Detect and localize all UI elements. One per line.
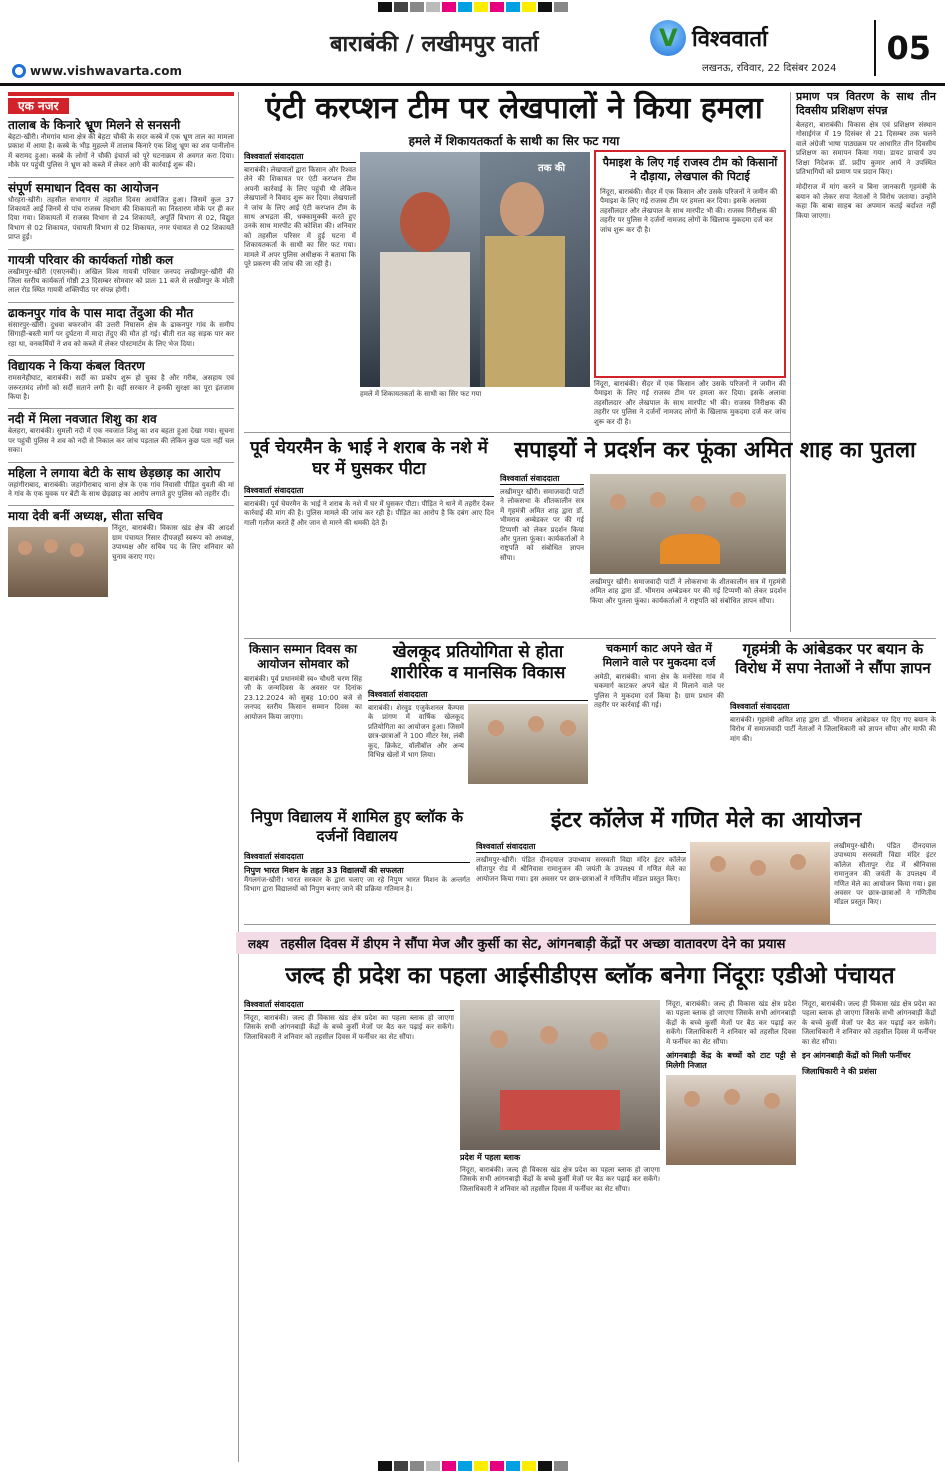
left-item-head: माया देवी बनीं अध्यक्ष, सीता सचिव [8, 509, 163, 524]
left-item [8, 505, 234, 562]
lead-headline: एंटी करप्शन टीम पर लेखपालों ने किया हमला [265, 91, 763, 126]
bottom-photo-caption: प्रदेश में पहला ब्लाक [460, 1153, 521, 1162]
bottom-body: निंदूरा, बाराबंकी। जल्द ही विकास खंड क्षेत्र प्रदेश का पहला ब्लाक हो जाएगा जिसके सभी आंगनबाड़ी केंद्रों के बच्चे कुर्सी मेजों पर बैठ कर पढ़ाई कर सकेंगे। जिलाधिकारी ने शनिवार को तहसील दिवस में फर्नीचर का सेट सौंपा। [244, 1014, 454, 1041]
ganit-body: लखीमपुर-खीरी। पंडित दीनदयाल उपाध्याय सरस्वती विद्या मंदिर इंटर कॉलेज सीतापुर रोड में श्रीनिवास रामानुजन की जयंती के उपलक्ष्य में गणित मेले का आयोजन किया गया। इस अवसर पर छात्र-छात्राओं ने गणितीय मॉडल प्रस्तुत किए। [476, 856, 686, 883]
side-story-body: निंदूरा, बाराबंकी। सैदर में एक किसान और उसके परिजनों ने जमीन की पैमाइश के लिए गई राजस्व टीम पर हमला कर दिया। इसके अलावा तहसीलदार और लेखपाल के साथ मारपीट भी की। राजस्व निरीक्षक की तहरीर पर पुलिस ने दर्जनों नामजद लोगों के खिलाफ मुकदमा दर्ज कर जांच शुरू कर दी है। [600, 188, 778, 234]
left-item [8, 408, 234, 455]
nipun-col [244, 852, 470, 924]
left-item-body: बेलहरा, बाराबंकी। सुमली नदी में एक नवजात शिशु का शव बहता हुआ देखा गया। सूचना पर पहुंची पुलिस ने शव को नदी से निकाल कर जांच पड़ताल की लेकिन कुछ पता नहीं चल सका। [8, 427, 234, 455]
bottom-subhead: आंगनबाड़ी केंद्र के बच्चों को टाट पट्टी से मिलेगी निजात [666, 1051, 796, 1071]
registration-marks-bottom [0, 1459, 945, 1473]
left-item-body: संसारपुर-खीरी। दुधवा बफरजोन की उत्तरी निघासन क्षेत्र के ढाकनपुर गांव के समीप सिंगाही-बस्ती मार्ग पर दुर्घटना में मादा तेंदुए की मौत हो गई। बीती रात वह सड़क पार कर रहा था, वनकर्मियों ने शव को कब्जे में लेकर पोस्टमार्टम के लिए भेज दिया। [8, 320, 234, 348]
left-item-head: संपूर्ण समाधान दिवस का आयोजन [8, 180, 159, 195]
left-item-head: नदी में मिला नवजात शिशु का शव [8, 412, 157, 427]
left-column [8, 98, 234, 1463]
logo-globe-icon [650, 20, 686, 56]
chakmarg-body: अमेठी, बाराबंकी। थाना क्षेत्र के मनोरेसा गांव में चकमार्ग काटकर अपने खेत में मिलाने वाले पर पुलिस ने मुकदमा दर्ज किया है। ग्राम प्रधान की तहरीर पर कार्रवाई की गई। [594, 673, 724, 710]
left-item-body: धौरहरा-खीरी। तहसील सभागार में तहसील दिवस आयोजित हुआ। जिसमें कुल 37 शिकायतें आईं जिनमें से पांच राजस्व विभाग की शिकायतों का निस्तारण मौके पर ही कर दिया गया। शिकायतों में राजस्व विभाग से 24 शिकायतें, अपूर्ति विभाग से 02, विद्युत विभाग से 02 शिकायत, पंचायती विभाग से 02 शिकायत, नगर पंचायत से 02 शिकायतें प्राप्त हुईं। [8, 195, 234, 242]
left-item [8, 462, 234, 500]
section-title: बाराबंकी / लखीमपुर वार्ता [330, 32, 539, 57]
side-story-box [594, 150, 786, 378]
row-divider [244, 924, 936, 925]
browser-icon [12, 64, 26, 78]
left-item [8, 118, 234, 171]
lead-body: बाराबंकी। लेखपालों द्वारा किसान और रिश्वत लेने की शिकायत पर एंटी करप्शन टीम अपनी कार्रवाई के लिए पहुंची थी लेकिन लेखपालों ने विवाद शुरू कर दिया। लेखपालों ने जांच के लिए आई एंटी करप्शन टीम के साथ अभद्रता की, धक्कामुक्की करते हुए उनके साथ मारपीट की कोशिश की। शनिवार को तहसील परिसर में हुई घटना में शिकायतकर्ता के साथी का सिर फट गया। मामले में अपर पुलिस अधीक्षक ने बताया कि पूरे प्रकरण की जांच की जा रही है। [244, 166, 356, 269]
left-item [8, 249, 234, 296]
left-item-body: लखीमपुर-खीरी (एसएनबी)। अखिल विश्व गायत्री परिवार जनपद लखीमपुर-खीरी की जिला स्तरीय कार्यकर्ता गोष्ठी 23 दिसम्बर सोमवार को प्रातः 11 बजे से लखीमपुर के मोती लाल रोड स्थित गायत्री शक्तिपीठ पर संपन्न होगी। [8, 267, 234, 295]
grihmantri-headline: गृहमंत्री के आंबेडकर पर बयान के विरोध में सपा नेताओं ने सौंपा ज्ञापन [735, 640, 931, 677]
side-story-headline: पैमाइश के लिए गई राजस्व टीम को किसानों ने दौड़ाया, लेखपाल की पिटाई [602, 156, 778, 183]
far-right-headline: प्रमाण पत्र वितरण के साथ तीन दिवसीय प्रशिक्षण संपन्न [796, 90, 936, 117]
bottom-body-cont-2: निंदूरा, बाराबंकी। जल्द ही विकास खंड क्षेत्र प्रदेश का पहला ब्लाक हो जाएगा जिसके सभी आंगनबाड़ी केंद्रों के बच्चे कुर्सी मेजों पर बैठ कर पढ़ाई कर सकेंगे। जिलाधिकारी ने शनिवार को तहसील दिवस में फर्नीचर का सेट सौंपा। [666, 1000, 796, 1046]
ganit-byline: विश्ववार्ता संवाददाता [476, 842, 686, 853]
left-item-body: निंदूरा, बाराबंकी। विकास खंड क्षेत्र की आदर्श ग्राम पंचायत रिसार दीपजहाँ स्वरूप को अध्यक्ष, उपाध्यक्ष और सचिव पद के लिए शनिवार को चुनाव कराए गए। [112, 524, 234, 561]
lead-subheadline: हमले में शिकायतकर्ता के साथी का सिर फट गया [408, 134, 620, 148]
sapa-byline: विश्ववार्ता संवाददाता [500, 474, 584, 485]
sapa-body-cont: लखीमपुर खीरी। समाजवादी पार्टी ने लोकसभा के शीतकालीन सत्र में गृहमंत्री अमित शाह द्वारा डॉ. भीमराव अम्बेडकर पर की गई टिप्पणी को लेकर प्रदर्शन किया और पुतला फूंका। कार्यकर्ताओं ने राष्ट्रपति को संबोधित ज्ञापन सौंपा। [590, 578, 786, 605]
left-item-head: विद्यायक ने किया कंबल वितरण [8, 359, 145, 374]
kisan-body: बाराबंकी। पूर्व प्रधानमंत्री स्व० चौधरी चरण सिंह जी के जन्मदिवस के अवसर पर दिनांक 23.12.2024 को सुबह 10:00 बजे से जनपद स्तरीय किसान सम्मान दिवस का आयोजन किया जाएगा। [244, 675, 362, 721]
highlight-text: तहसील दिवस में डीएम ने सौंपा मेज और कुर्सी का सेट, आंगनबाड़ी केंद्रों पर अच्छा वातावरण देने का प्रयास [280, 937, 786, 952]
chairman-body-col [244, 486, 494, 636]
left-item [8, 302, 234, 349]
site-url[interactable] [12, 64, 182, 78]
sapa-body-col [500, 474, 584, 634]
site-url-text: www.vishwavarta.com [30, 64, 182, 78]
far-right-column [796, 90, 936, 635]
chairman-body: बाराबंकी। पूर्व चेयरमैन के भाई ने शराब के नशे में घर में घुसकर पीटा। पीड़ित ने थाने में तहरीर देकर कार्रवाई की मांग की है। पुलिस मामले की जांच कर रही है। पीड़ित का आरोप है कि दबंग आए दिन गाली गलौज करते हैं और जान से मारने की धमकी देते हैं। [244, 500, 494, 527]
lead-byline: विश्ववार्ता संवाददाता [244, 152, 356, 163]
ganit-photo [690, 842, 830, 924]
bottom-col-1 [244, 1000, 454, 1460]
ganit-body-cont: लखीमपुर-खीरी। पंडित दीनदयाल उपाध्याय सरस्वती विद्या मंदिर इंटर कॉलेज सीतापुर रोड में श्रीनिवास रामानुजन की जयंती के उपलक्ष्य में गणित मेले का आयोजन किया गया। इस अवसर पर छात्र-छात्राओं ने गणितीय मॉडल प्रस्तुत किए। [834, 842, 936, 907]
logo-name: विश्ववार्ता [692, 27, 768, 52]
left-item-head: महिला ने लगाया बेटी के साथ छेड़छाड़ का आरोप [8, 465, 221, 480]
chairman-byline: विश्ववार्ता संवाददाता [244, 486, 494, 497]
bottom-photo-2 [666, 1075, 796, 1165]
ek-najar-label: एक नजर [8, 98, 69, 114]
nipun-headline: निपुण विद्यालय में शामिल हुए ब्लॉक के दर्जनों विद्यालय [244, 808, 470, 846]
side-story-tail-text: निंदूरा, बाराबंकी। सैदर में एक किसान और उसके परिजनों ने जमीन की पैमाइश के लिए गई राजस्व टीम पर हमला कर दिया। इसके अलावा तहसीलदार और लेखपाल के साथ मारपीट भी की। राजस्व निरीक्षक की तहरीर पर पुलिस ने दर्जनों नामजद लोगों के खिलाफ मुकदमा दर्ज कर जांच शुरू कर दी है। [594, 380, 786, 426]
row-divider [244, 638, 936, 639]
highlight-tag: लक्ष्य [248, 936, 269, 951]
column-divider [238, 92, 239, 1462]
left-item [8, 355, 234, 402]
chakmarg-headline: चकमार्ग काट अपने खेत में मिलाने वाले पर मुकदमा दर्ज [602, 642, 716, 669]
bottom-subhead-3: जिलाधिकारी ने की प्रशंसा [802, 1067, 877, 1077]
bottom-col-3 [666, 1000, 796, 1460]
brand-logo [650, 20, 768, 56]
lead-text-bottom [360, 390, 590, 430]
left-column-rule [8, 92, 234, 96]
chairman-headline: पूर्व चेयरमैन के भाई ने शराब के नशे में घर में घुसकर पीटा [250, 438, 488, 479]
grihmantri-body: बाराबंकी। गृहमंत्री अमित शाह द्वारा डॉ. भीमराव आंबेडकर पर दिए गए बयान के विरोध में समाजवादी पार्टी नेताओं ने जिलाधिकारी को ज्ञापन सौंपा और माफी की मांग की। [730, 716, 936, 743]
grihmantri-byline: विश्ववार्ता संवाददाता [730, 702, 936, 713]
khel-photo [468, 704, 588, 784]
khel-byline: विश्ववार्ता संवाददाता [368, 690, 588, 701]
kisan-headline: किसान सम्मान दिवस का आयोजन सोमवार को [249, 642, 357, 671]
sapa-body: लखीमपुर खीरी। समाजवादी पार्टी ने लोकसभा के शीतकालीन सत्र में गृहमंत्री अमित शाह द्वारा डॉ. भीमराव अम्बेडकर पर की गई टिप्पणी को लेकर प्रदर्शन किया और पुतला फूंका। कार्यकर्ताओं ने राष्ट्रपति को संबोधित ज्ञापन सौंपा। [500, 488, 584, 562]
bottom-photo [460, 1000, 660, 1150]
lead-body-cont: हमले में शिकायतकर्ता के साथी का सिर फट गया [360, 390, 482, 398]
nipun-body: मैंगलगंज-खीरी। भारत सरकार के द्वारा चलाए जा रहे निपुण भारत मिशन के अन्तर्गत विभाग द्वारा विद्यालयों को निपुण बनाए जाने की प्रक्रिया गतिमान है। [244, 876, 470, 894]
bottom-body-cont-3: निंदूरा, बाराबंकी। जल्द ही विकास खंड क्षेत्र प्रदेश का पहला ब्लाक हो जाएगा जिसके सभी आंगनबाड़ी केंद्रों के बच्चे कुर्सी मेजों पर बैठ कर पढ़ाई कर सकेंगे। जिलाधिकारी ने शनिवार को तहसील दिवस में फर्नीचर का सेट सौंपा। [802, 1000, 936, 1046]
ganit-col-2 [834, 842, 936, 924]
sapa-headline: सपाइयों ने प्रदर्शन कर फूंका अमित शाह का पुतला [514, 438, 916, 463]
nipun-subcaption: निपुण भारत मिशन के तहत 33 विद्यालयों की सफलता [244, 866, 404, 875]
page-number: 05 [874, 20, 931, 76]
highlight-bar [236, 932, 936, 954]
far-right-body: बेलहरा, बाराबंकी। विकास क्षेत्र एवं प्रशिक्षण संस्थान गोसाईगंज में 19 दिसंबर से 21 दिसम्बर तक चलने वाले अंग्रेजी भाषा पाठ्यक्रम पर आधारित तीन दिवसीय प्रशिक्षण का समापन किया गया। डायट प्राचार्य उप शिक्षा निदेशक डॉ. प्रदीप कुमार आर्य ने उपस्थित प्रतिभागियों को प्रमाण पत्र प्रदान किए। [796, 121, 936, 177]
left-item-head: तालाब के किनारे भ्रूण मिलने से सनसनी [8, 118, 181, 132]
side-story-tail [594, 380, 786, 426]
khel-body: बाराबंकी। शेरवुड एजुकेशनल कैम्पस के प्रांगण में वार्षिक खेलकूद प्रतियोगिता का आयोजन हुआ। जिसमें छात्र-छात्राओं ने 100 मीटर रेस, लंबी कूद, क्रिकेट, वॉलीबॉल और अन्य विभिन्न खेलों में भाग लिया। [368, 704, 464, 760]
row-divider [244, 432, 790, 433]
bottom-headline: जल्द ही प्रदेश का पहला आईसीडीएस ब्लॉक बनेगा निंदूराः एडीओ पंचायत [285, 963, 895, 989]
left-item-head: गायत्री परिवार की कार्यकर्ता गोष्ठी कल [8, 252, 174, 267]
left-item-body: जहांगीराबाद, बाराबंकी। जहांगीराबाद थाना क्षेत्र के एक गांव निवासी पीड़ित युवती की मां ने गांव के एक युवक पर बेटी के साथ छेड़छाड़ का आरोप लगाते हुए पुलिस को तहरीर दी। [8, 480, 234, 498]
bottom-subhead-2: इन आंगनबाड़ी केंद्रों को मिली फर्नीचर [802, 1051, 911, 1061]
ganit-headline: इंटर कॉलेज में गणित मेले का आयोजन [476, 808, 936, 834]
khel-headline: खेलकूद प्रतियोगिता से होता शारीरिक व मानसिक विकास [390, 642, 566, 683]
left-item-head: ढाकनपुर गांव के पास मादा तेंदुआ की मौत [8, 305, 194, 320]
masthead [0, 14, 945, 86]
nipun-byline: विश्ववार्ता संवाददाता [244, 852, 470, 863]
lead-text-col [244, 152, 356, 410]
bottom-col-2 [460, 1166, 660, 1460]
bottom-byline: विश्ववार्ता संवाददाता [244, 1000, 454, 1011]
bottom-body-cont: निंदूरा, बाराबंकी। जल्द ही विकास खंड क्षेत्र प्रदेश का पहला ब्लाक हो जाएगा जिसके सभी आंगनबाड़ी केंद्रों के बच्चे कुर्सी मेजों पर बैठ कर पढ़ाई कर सकेंगे। जिलाधिकारी ने शनिवार को तहसील दिवस में फर्नीचर का सेट सौंपा। [460, 1166, 660, 1193]
left-item-body: बेहटा-खीरी। नौमगांव थाना क्षेत्र की बेहटा चौकी के सदर कस्बे में एक भ्रूण ताल का मामला प्रकाश में आया है। कस्बे के भीड़ मुहल्ले में तालाब किनारे एक शिशु भ्रूण का शव पानीलोन में बरामद हुआ। कस्बे के लोगों ने चौकी इंचार्ज को पूरे घटनाक्रम से अवगत करा दिया। मौके पर पहुंची पुलिस ने भ्रूण को कब्जे में लेकर आगे की कार्रवाई शुरू की। [8, 133, 234, 170]
left-item-body: रामसनेहीघाट, बाराबंकी। सर्दी का प्रकोप शुरू हो चुका है और गरीब, असहाय एवं जरूरतमंद लोगों को सर्दी सताने लगी है। वहीं सरकार ने इनकी सुरक्षा का पूरा इंतजाम किया है। [8, 374, 234, 401]
left-item [8, 177, 234, 243]
lead-photo [360, 152, 590, 387]
date-line: लखनऊ, रविवार, 22 दिसंबर 2024 [702, 63, 837, 74]
far-right-body-2: मोदीराज में मांग करने व बिना जानकारी गृहमंत्री के बयान को लेकर सपा नेताओं ने विरोध जताया। उन्होंने कहा कि बाबा साहब का अपमान कतई बर्दाश्त नहीं किया जाएगा। [796, 183, 936, 220]
left-item-photo [8, 527, 108, 597]
bottom-col-4 [802, 1000, 936, 1460]
lead-photo-caption: तक की [538, 163, 566, 174]
column-divider [790, 92, 791, 632]
sapa-body-col-2 [590, 578, 786, 634]
registration-marks-top [0, 0, 945, 14]
ganit-col [476, 842, 686, 924]
sapa-photo [590, 474, 786, 574]
